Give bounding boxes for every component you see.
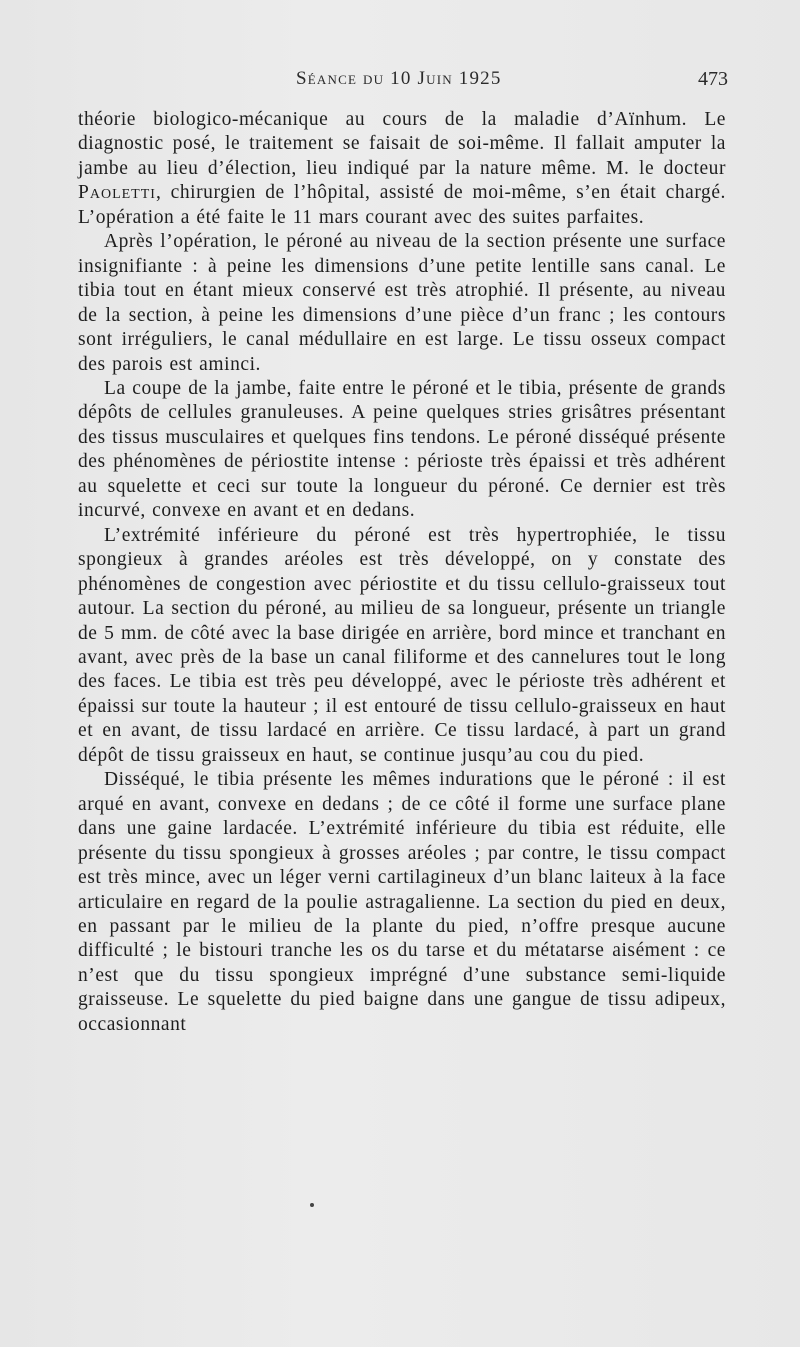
page-header bbox=[78, 64, 728, 96]
running-title: Séance du 10 Juin 1925 bbox=[296, 68, 502, 89]
surgeon-name: Paoletti bbox=[78, 182, 156, 204]
paragraph-1-text-a: théorie biologico-mécanique au cours de la maladie d’Aïnhum. Le diagnostic posé, le traitement se faisait de soi-même. Il fallait amputer la jambe au lieu d’élection, lieu indiqué par la nature même. M. le docteur bbox=[78, 109, 726, 179]
paragraph-1-text-b: , chirurgien de l’hôpital, assisté de moi-même, s’en était chargé. L’opération a été faite le 11 mars courant avec des suites parfaites. bbox=[78, 182, 726, 228]
page-number: 473 bbox=[698, 68, 728, 90]
print-dot bbox=[310, 1203, 314, 1207]
paragraph-2: Après l’opération, le péroné au niveau de la section présente une surface insignifiante : à peine les dimensions d’une petite lentille sans canal. Le tibia tout en étant mieux conservé est très atrophié. Il présente, au niveau de la section, à peine les dimensions d’une pièce d’un franc ; les contours sont irréguliers, le canal médullaire en est large. Le tissu osseux compact des parois est aminci. bbox=[78, 231, 726, 375]
body-text bbox=[78, 108, 726, 1037]
paragraph-3: La coupe de la jambe, faite entre le péroné et le tibia, présente de grands dépôts de cellules granuleuses. A peine quelques stries grisâtres présentant des tissus musculaires et quelques fins tendons. Le péroné disséqué présente des phénomènes de périostite intense : périoste très épaissi et très adhérent au squelette et ceci sur toute la longueur du péroné. Ce dernier est très incurvé, convexe en avant et en dedans. bbox=[78, 377, 726, 522]
paragraph-1 bbox=[78, 108, 726, 230]
paragraph-4: L’extrémité inférieure du péroné est très hypertrophiée, le tissu spongieux à grandes aréoles est très développé, on y constate des phénomènes de congestion avec périostite et du tissu cellulo-graisseux tout autour. La section du péroné, au milieu de sa longueur, présente un triangle de 5 mm. de côté avec la base dirigée en arrière, bord mince et tranchant en avant, avec près de la base un canal filiforme et des cannelures tout le long des faces. Le tibia est très peu développé, avec le périoste très adhérent et épaissi sur toute la hauteur ; il est entouré de tissu cellulo-graisseux en haut et en avant, de tissu lardacé en arrière. Ce tissu lardacé, à part un grand dépôt de tissu graisseux en haut, se continue jusqu’au cou du pied. bbox=[78, 524, 726, 766]
paragraph-5: Disséqué, le tibia présente les mêmes indurations que le péroné : il est arqué en avant, convexe en dedans ; de ce côté il forme une surface plane dans une gaine lardacée. L’extrémité inférieure du tibia est réduite, elle présente du tissu spongieux à grosses aréoles ; par contre, le tissu compact est très mince, avec un léger verni cartilagineux d’un blanc laiteux à la face articulaire en regard de la poulie astragalienne. La section du pied en deux, en passant par le milieu de la plante du pied, n’offre presque aucune difficulté ; le bistouri tranche les os du tarse et du métatarse aisément : ce n’est que du tissu spongieux imprégné d’une substance semi-liquide graisseuse. Le squelette du pied baigne dans une gangue de tissu adipeux, occasionnant bbox=[78, 769, 726, 1035]
